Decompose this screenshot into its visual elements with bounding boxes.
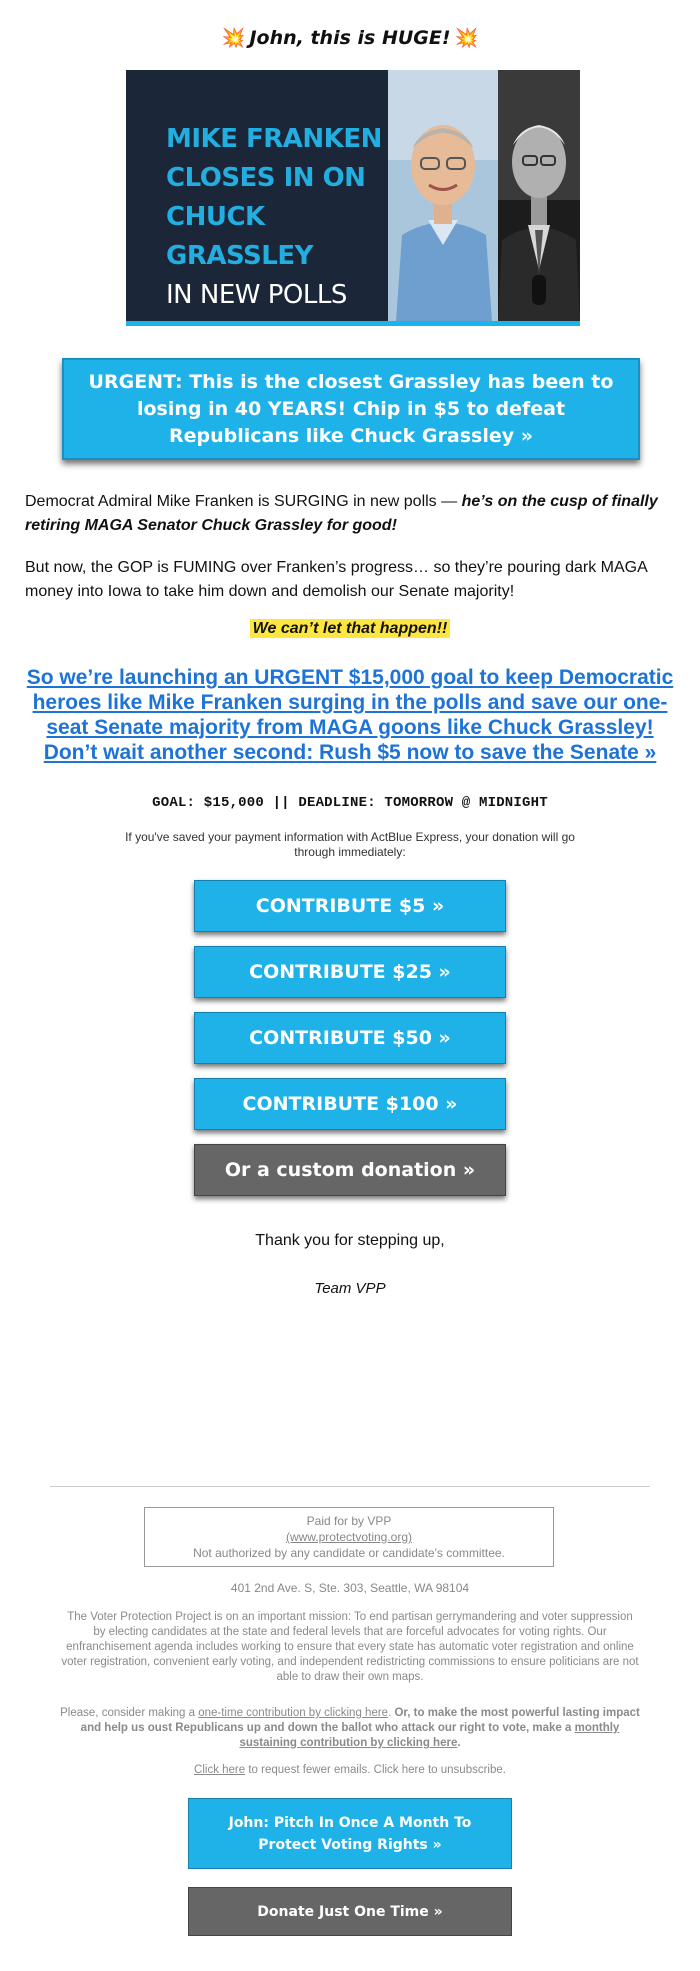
intro-emphasis: he’s on the cusp of finally retiring MAGA Senator Chuck Grassley for good!: [25, 493, 658, 534]
highlighted-text: We can’t let that happen!!: [250, 619, 451, 638]
contribution-appeal: [60, 1706, 640, 1751]
hero-text: [166, 120, 406, 315]
one-time-link[interactable]: one-time contribution by clicking here: [198, 1707, 389, 1719]
explosion-icon: 💥: [454, 27, 479, 49]
explosion-icon: 💥: [221, 27, 246, 49]
gop-paragraph: But now, the GOP is FUMING over Franken’s progress… so they’re pouring dark MAGA money into Iowa to take him down and demolish our Senate majority!: [25, 559, 647, 600]
website-link[interactable]: (www.protectvoting.org): [285, 1530, 413, 1544]
candidate-photo: [388, 70, 498, 322]
appeal-sep: .: [388, 1707, 395, 1719]
headline-text: John, this is HUGE!: [249, 27, 451, 49]
hero-line-3: CHUCK GRASSLEY: [166, 202, 313, 271]
goal-deadline: GOAL: $15,000 || DEADLINE: TOMORROW @ MIDNIGHT: [152, 795, 548, 811]
email-headline: [0, 26, 700, 49]
paid-for-box: [144, 1507, 554, 1567]
appeal-end: .: [457, 1737, 461, 1749]
hero-accent-bar: [126, 321, 580, 326]
actblue-note: If you've saved your payment information with ActBlue Express, your donation will go through immediately:: [125, 830, 575, 859]
mailing-address: 401 2nd Ave. S, Ste. 303, Seattle, WA 98104: [230, 1581, 470, 1595]
custom-donation-button[interactable]: Or a custom donation »: [194, 1144, 506, 1196]
monthly-donate-button[interactable]: John: Pitch In Once A Month To Protect Voting Rights »: [188, 1798, 512, 1869]
appeal-bold-text: Or, to make the most powerful lasting impact and help us oust Republicans up and down the ballot who attack our right to vote, make a: [80, 1707, 640, 1734]
unsubscribe-text: to request fewer emails. Click here to unsubscribe.: [245, 1764, 506, 1776]
fewer-emails-link[interactable]: Click here: [194, 1764, 246, 1776]
hero-line-4: IN NEW POLLS: [166, 280, 347, 310]
cant-let-happen: [0, 620, 700, 638]
opponent-photo: [498, 70, 580, 322]
contribute-50-button[interactable]: CONTRIBUTE $50 »: [194, 1012, 506, 1064]
thanks-text: Thank you for stepping up,: [255, 1232, 445, 1249]
footer-divider: [50, 1486, 650, 1487]
one-time-donate-button[interactable]: Donate Just One Time »: [188, 1887, 512, 1936]
paid-by: Paid for by VPP: [306, 1514, 392, 1528]
intro-plain: Democrat Admiral Mike Franken is SURGING in new polls —: [25, 493, 462, 510]
signature: Team VPP: [314, 1280, 386, 1297]
monthly-link[interactable]: monthly sustaining contribution by clicking here: [239, 1722, 620, 1749]
hero-banner[interactable]: [126, 70, 580, 326]
contribute-25-button[interactable]: CONTRIBUTE $25 »: [194, 946, 506, 998]
goal-donate-link[interactable]: So we’re launching an URGENT $15,000 goal to keep Democratic heroes like Mike Franken surging in the polls and save our one-seat Senate majority from MAGA goons like Chuck Grassley! Don’t wait another second: Rush $5 now to save the Senate »: [26, 666, 674, 764]
mission-statement: The Voter Protection Project is on an important mission: To end partisan gerrymandering and voter suppression by electing candidates at the state and federal levels that are forceful advocates for voting rights. Our enfranchisement agenda includes working to ensure that every state has automatic voter registration and online voter registration, convenient early voting, and independent redistricting commissions to ensure politicians are not able to draw their own maps.: [61, 1611, 639, 1683]
urgent-donate-button[interactable]: URGENT: This is the closest Grassley has been to losing in 40 YEARS! Chip in $5 to defeat Republicans like Chuck Grassley »: [62, 358, 640, 460]
hero-line-1: MIKE FRANKEN: [166, 124, 382, 154]
contribute-5-button[interactable]: CONTRIBUTE $5 »: [194, 880, 506, 932]
hero-line-2: CLOSES IN ON: [166, 163, 366, 193]
intro-paragraph: [25, 490, 675, 538]
email-preferences: [0, 1764, 700, 1776]
contribute-100-button[interactable]: CONTRIBUTE $100 »: [194, 1078, 506, 1130]
appeal-text: Please, consider making a: [60, 1707, 199, 1719]
not-authorized: Not authorized by any candidate or candidate's committee.: [193, 1546, 505, 1560]
